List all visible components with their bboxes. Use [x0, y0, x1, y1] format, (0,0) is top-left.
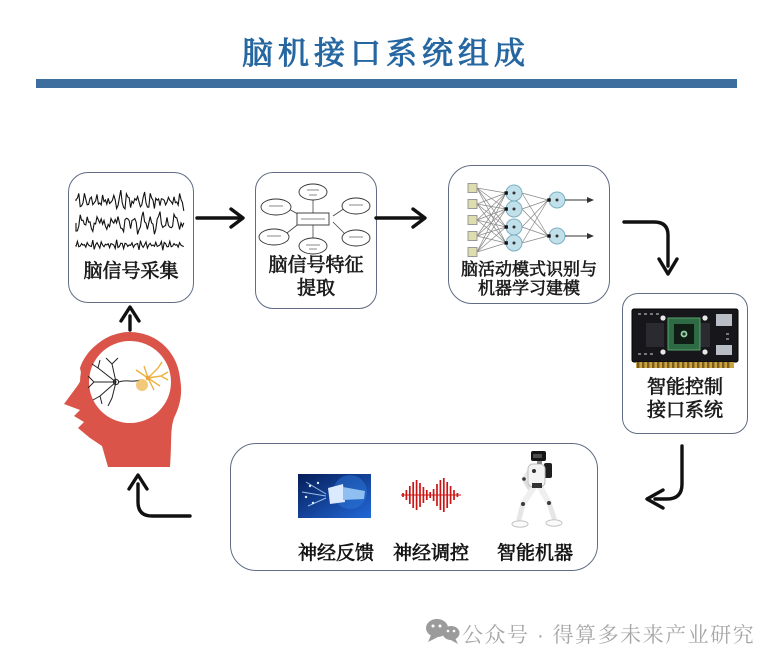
recognition-label-line1: 脑活动模式识别与 — [461, 260, 597, 279]
arrow-recognition-to-control — [624, 222, 677, 274]
feature-label-line1: 脑信号特征 — [268, 255, 364, 276]
page-title: 脑机接口系统组成 — [242, 36, 530, 72]
arrow-control-to-outputs — [647, 446, 682, 508]
box-outputs — [230, 443, 598, 571]
box-control-interface — [622, 293, 748, 434]
feedback-probe-icon — [298, 474, 371, 518]
box-signal-acquisition — [68, 172, 194, 303]
recognition-label-line2: 机器学习建模 — [478, 279, 580, 298]
humanoid-robot-icon — [507, 449, 565, 533]
arrow-feature-to-recognition — [376, 209, 425, 227]
control-label-line1: 智能控制 — [646, 377, 723, 398]
neuromodulation-label: 神经调控 — [392, 543, 469, 564]
feature-label-line2: 提取 — [296, 278, 335, 299]
arrow-acquisition-to-feature — [197, 209, 243, 227]
box-feature-extraction — [255, 172, 377, 309]
head-neuron-icon — [58, 330, 190, 470]
title-underline-bar — [36, 79, 737, 88]
arrow-outputs-to-head — [129, 475, 190, 516]
arrow-head-to-acquisition — [121, 307, 139, 330]
watermark-source-text: 公众号 · 得算多未来产业研究 — [462, 624, 756, 647]
neural-network-icon — [449, 166, 608, 266]
wechat-logo-icon — [424, 617, 462, 647]
box-pattern-recognition — [448, 165, 610, 304]
mind-map-icon — [256, 179, 375, 257]
circuit-board-icon — [630, 307, 740, 371]
control-label-line2: 接口系统 — [646, 400, 723, 421]
eeg-waveform-icon — [74, 187, 188, 257]
pulse-burst-icon — [401, 477, 461, 513]
acquisition-label: 脑信号采集 — [83, 261, 179, 282]
neurofeedback-label: 神经反馈 — [297, 543, 374, 564]
intelligent-machine-label: 智能机器 — [496, 543, 573, 564]
